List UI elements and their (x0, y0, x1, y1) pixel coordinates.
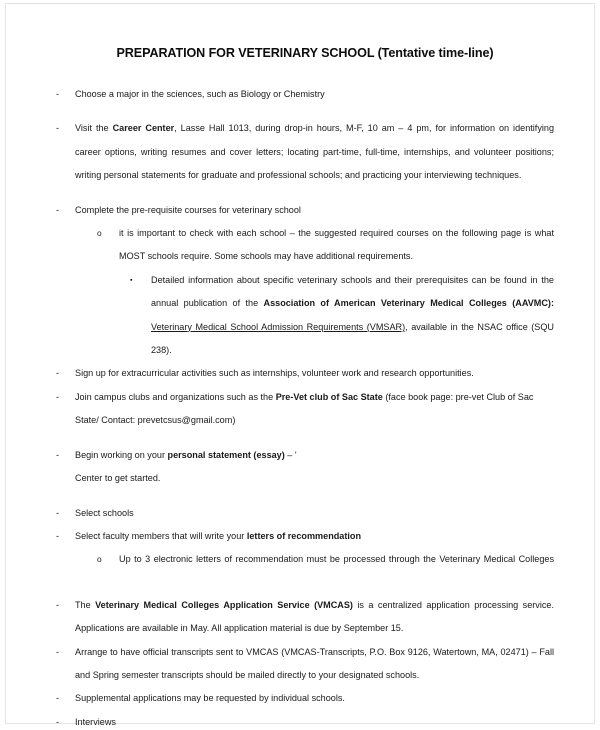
page-title: PREPARATION FOR VETERINARY SCHOOL (Tentative time-line) (116, 46, 494, 60)
list-item (56, 83, 554, 106)
list-item-text: it is important to check with each school – the suggested required courses on the following page is what MOST schools require. Some schools may have additional requirements. (119, 228, 554, 262)
list-item (56, 594, 554, 641)
dash-bullet-icon: - (56, 368, 60, 379)
list-item-text: Choose a major in the sciences, such as Biology or Chemistry (75, 89, 325, 99)
list-item (56, 641, 554, 688)
square-bullet-icon: ▪ (130, 276, 133, 284)
spacer (56, 106, 554, 117)
text-run: , Lasse Hall 1013, during drop-in hours, M-F, 10 am – 4 pm, for information on identifying career options, writing resumes and cover letters; locating part-time, full-time, internships, and volunteer positions; writing personal statements for graduate and professional schools; and practicing your interviewing techniques. (75, 123, 555, 181)
dash-bullet-icon: - (56, 599, 60, 610)
personal-statement-emphasis: personal statement (essay) (167, 449, 285, 460)
list-item-text (75, 525, 554, 548)
text-run: The (75, 599, 96, 610)
dash-bullet-icon: - (56, 507, 60, 518)
list-item (56, 525, 554, 548)
text-run: is a centralized application processing service. Applications are available in May. All application material is due by September 15. (75, 599, 554, 634)
list-item (56, 711, 554, 730)
page-border-left (5, 3, 6, 724)
aavmc-emphasis: Association of American Veterinary Medical Colleges (AAVMC): (263, 298, 554, 309)
document-body (56, 83, 554, 730)
list-item (56, 687, 554, 710)
spacer (56, 572, 554, 594)
dash-bullet-icon: - (56, 646, 60, 657)
continuation-line (56, 467, 554, 490)
list-item-text: Center to get started. (75, 473, 161, 484)
list-item-text: Select schools (75, 507, 134, 518)
list-item (97, 548, 554, 571)
list-item (56, 362, 554, 385)
text-run: Select faculty members that will write your (75, 530, 247, 541)
circle-bullet-icon: o (97, 228, 102, 239)
dash-bullet-icon: - (56, 716, 60, 727)
spacer (56, 491, 554, 502)
list-item-text: Arrange to have official transcripts sent to VMCAS (VMCAS-Transcripts, P.O. Box 9126, Watertown, MA, 02471) – Fall and Spring semester transcripts should be mailed directly to your designated schools. (75, 646, 554, 680)
dash-bullet-icon: - (56, 530, 60, 541)
dash-bullet-icon: - (56, 449, 60, 460)
text-run: Detailed information about specific veterinary schools and their prerequisites can be found in the annual publication of the (151, 274, 554, 309)
text-run: Visit the (75, 123, 113, 134)
dash-bullet-icon: - (56, 391, 60, 402)
list-item (97, 222, 554, 269)
text-run: , available in the NSAC office (SQU 238). (151, 321, 555, 356)
text-run: (face book page: pre-vet Club of Sac State/ Contact: prevetcsus@gmail.com) (75, 391, 534, 426)
list-item (56, 199, 554, 222)
circle-bullet-icon: o (97, 554, 102, 565)
dash-bullet-icon: - (56, 89, 60, 99)
vmsar-underlined-title: Veterinary Medical School Admission Requirements (VMSAR) (151, 321, 406, 332)
page-border-right (594, 3, 595, 724)
spacer (56, 188, 554, 199)
dash-bullet-icon: - (56, 123, 60, 134)
list-item (56, 502, 554, 525)
list-item-text (75, 444, 554, 467)
text-run: Join campus clubs and organizations such as the (75, 391, 276, 402)
document-content (56, 46, 554, 730)
text-run: – ' (284, 449, 297, 460)
dash-bullet-icon: - (56, 204, 60, 215)
pre-vet-club-emphasis: Pre-Vet club of Sac State (275, 391, 383, 402)
list-item-text: Complete the pre-requisite courses for veterinary school (75, 204, 301, 215)
list-item-text (75, 386, 554, 433)
list-item-text (75, 117, 554, 187)
list-item-text (75, 594, 554, 641)
list-item-text: Up to 3 electronic letters of recommendation must be processed through the Veterinary Medical Colleges (119, 554, 554, 565)
list-item (130, 269, 554, 363)
list-item-text: Sign up for extracurricular activities such as internships, volunteer work and research opportunities. (75, 368, 474, 379)
list-item (56, 117, 554, 187)
letters-recommendation-emphasis: letters of recommendation (246, 530, 362, 541)
page-border-top (5, 3, 595, 4)
career-center-emphasis: Career Center (112, 123, 175, 134)
spacer (56, 433, 554, 444)
text-run: Begin working on your (75, 449, 168, 460)
list-item (56, 386, 554, 433)
vmcas-emphasis: Veterinary Medical Colleges Application Service (VMCAS) (95, 599, 353, 610)
list-item-text: Supplemental applications may be requested by individual schools. (75, 693, 345, 704)
list-item-text (151, 269, 554, 363)
list-item (56, 444, 554, 467)
dash-bullet-icon: - (56, 693, 60, 704)
list-item-text: Interviews (75, 716, 116, 727)
